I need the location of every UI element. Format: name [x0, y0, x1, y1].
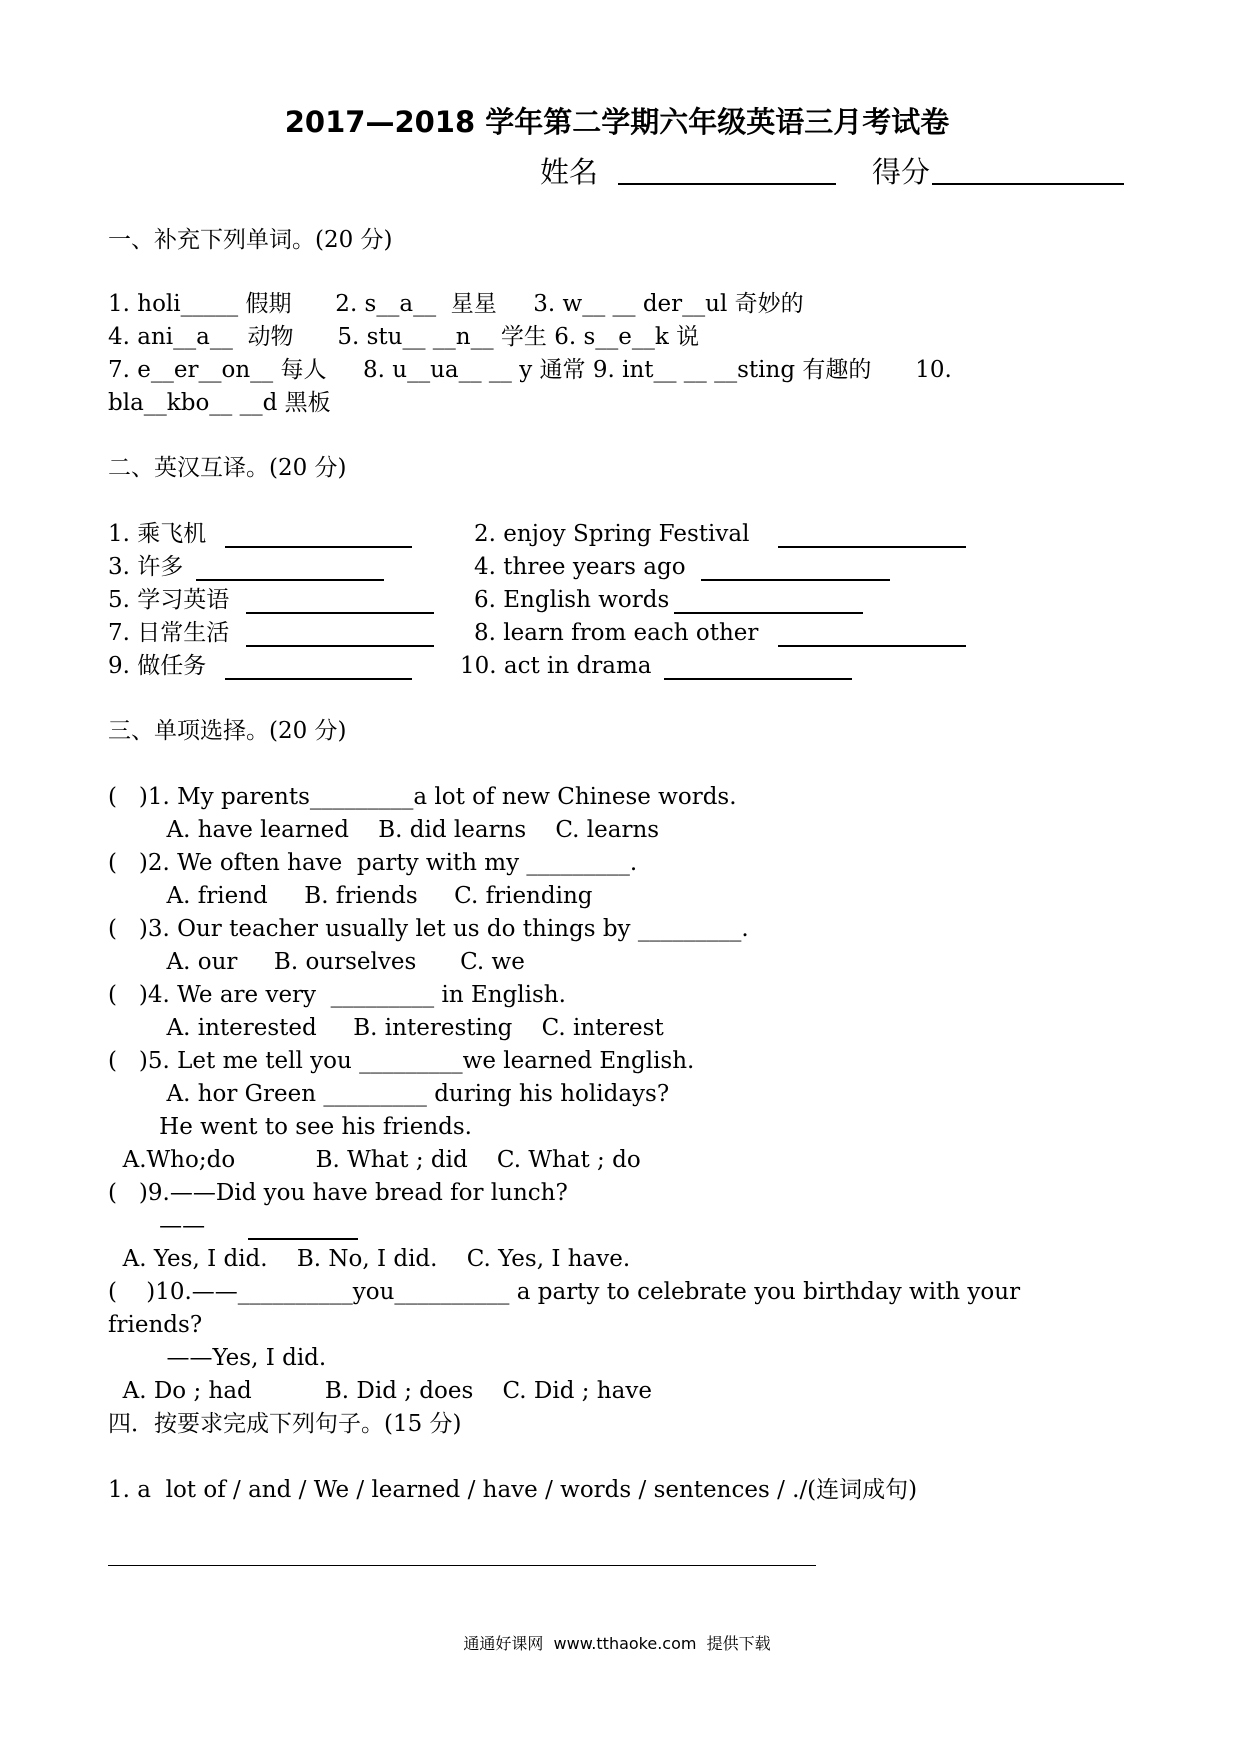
section1-line: bla__kbo__ __d 黑板: [108, 390, 331, 416]
page-title: 2017—2018 学年第二学期六年级英语三月考试卷: [284, 105, 950, 139]
section1-line: 4. ani__a__ 动物 5. stu__ __n__ 学生 6. s__e__k 说: [108, 324, 700, 350]
section4-heading: 四．按要求完成下列句子。(15 分): [108, 1411, 462, 1437]
translation-item-10: 10. act in drama: [460, 653, 652, 679]
answer-blank: [246, 645, 434, 647]
question-line: friends?: [108, 1312, 203, 1338]
options-line: A. have learned B. did learns C. learns: [108, 817, 660, 843]
translation-item-3: 3. 许多: [108, 554, 184, 580]
answer-blank: [674, 612, 863, 614]
answer-line: [108, 1565, 816, 1566]
answer-blank: [246, 612, 434, 614]
answer-blank: [701, 579, 890, 581]
question-line: He went to see his friends.: [108, 1114, 472, 1140]
translation-item-8: 8. learn from each other: [474, 620, 759, 646]
answer-blank: [778, 645, 966, 647]
question-line: ( )4. We are very _________ in English.: [108, 982, 566, 1008]
sentence-item: 1. a lot of / and / We / learned / have / words / sentences / ./(连词成句): [108, 1477, 918, 1503]
options-line: A. Yes, I did. B. No, I did. C. Yes, I have.: [108, 1246, 631, 1272]
translation-item-5: 5. 学习英语: [108, 587, 230, 613]
options-line: A. interested B. interesting C. interest: [108, 1015, 664, 1041]
footer-text: 通通好课网 www.tthaoke.com 提供下载: [463, 1634, 771, 1653]
question-line: ( )2. We often have party with my _________.: [108, 850, 638, 876]
options-line: A.Who;do B. What ; did C. What ; do: [108, 1147, 641, 1173]
question-line: ( )10.——__________you__________ a party to celebrate you birthday with your: [108, 1279, 1021, 1305]
options-line: A. our B. ourselves C. we: [108, 949, 525, 975]
question-line: ( )3. Our teacher usually let us do things by _________.: [108, 916, 749, 942]
translation-item-1: 1. 乘飞机: [108, 521, 207, 547]
translation-item-6: 6. English words: [474, 587, 670, 613]
answer-dash-line: ——: [108, 1213, 206, 1239]
answer-blank: [248, 1238, 358, 1240]
translation-item-9: 9. 做任务: [108, 653, 207, 679]
answer-blank: [196, 579, 384, 581]
name-underline: [618, 183, 836, 185]
section1-line: 7. e__er__on__ 每人 8. u__ua__ __ y 通常 9. int__ __ __sting 有趣的 10.: [108, 357, 952, 383]
section1-line: 1. holi_____ 假期 2. s__a__ 星星 3. w__ __ der__ul 奇妙的: [108, 291, 804, 317]
question-line: ( )1. My parents_________a lot of new Chinese words.: [108, 784, 737, 810]
translation-item-2: 2. enjoy Spring Festival: [474, 521, 750, 547]
section2-heading: 二、英汉互译。(20 分): [108, 455, 347, 481]
score-underline: [932, 183, 1124, 185]
answer-blank: [664, 678, 852, 680]
score-label: 得分: [872, 155, 931, 189]
question-line: ( )5. Let me tell you _________we learned English.: [108, 1048, 695, 1074]
answer-blank: [225, 678, 412, 680]
answer-blank: [778, 546, 966, 548]
name-label: 姓名: [540, 155, 599, 189]
question-line: ( )9.——Did you have bread for lunch?: [108, 1180, 568, 1206]
options-line: A. friend B. friends C. friending: [108, 883, 593, 909]
section1-heading: 一、补充下列单词。(20 分): [108, 227, 393, 253]
translation-item-7: 7. 日常生活: [108, 620, 230, 646]
translation-item-4: 4. three years ago: [474, 554, 686, 580]
options-line: A. Do ; had B. Did ; does C. Did ; have: [108, 1378, 652, 1404]
section3-heading: 三、单项选择。(20 分): [108, 718, 347, 744]
question-line: A. hor Green _________ during his holidays?: [108, 1081, 670, 1107]
answer-blank: [225, 546, 412, 548]
answer-line: ——Yes, I did.: [108, 1345, 327, 1371]
